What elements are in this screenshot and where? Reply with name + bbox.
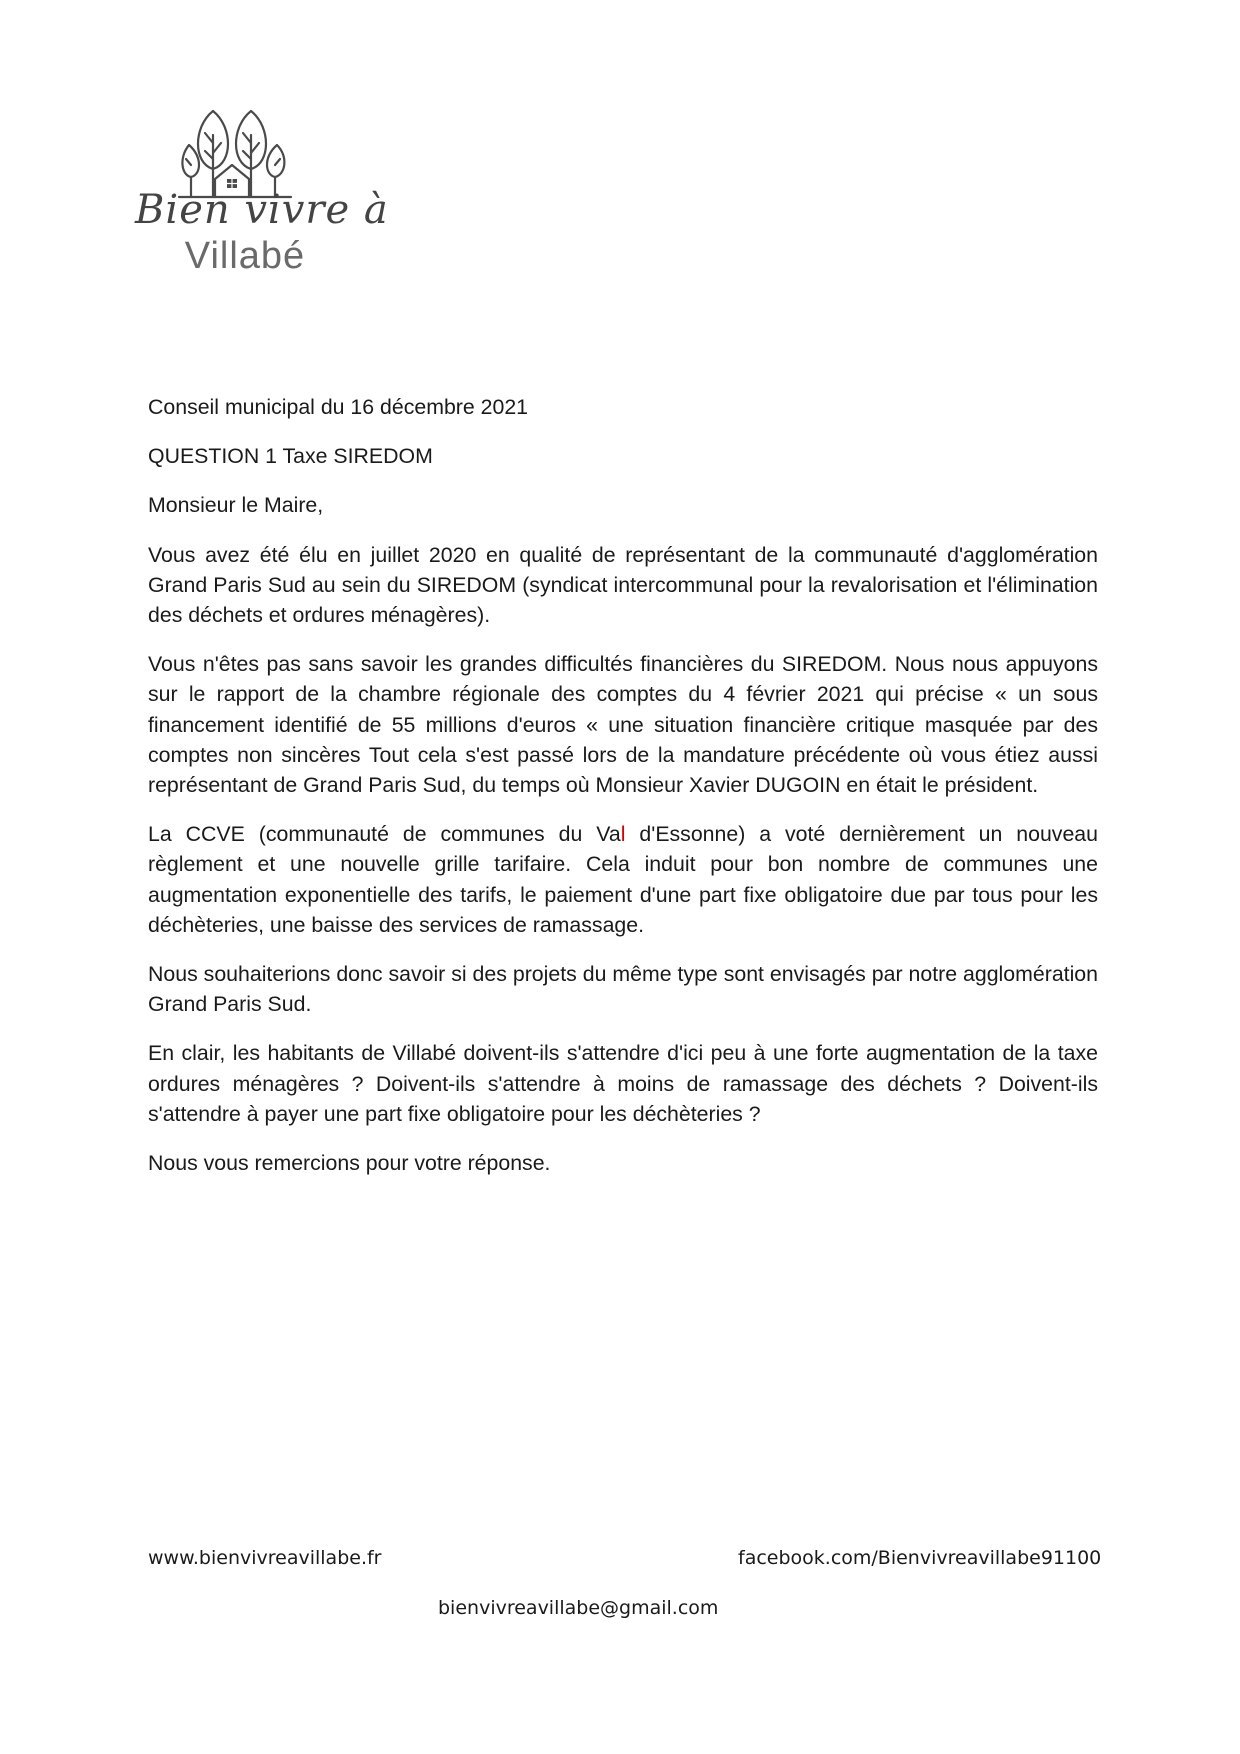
paragraph-5: En clair, les habitants de Villabé doivent-ils s'attendre d'ici peu à une forte augmentation de la taxe ordures ménagères ? Doivent-ils s'attendre à moins de ramassage des déchets ? Doivent-ils s'attendre à payer une part fixe obligatoire pour les déchèteries ? xyxy=(148,1041,1098,1126)
footer-website[interactable]: www.bienvivreavillabe.fr xyxy=(148,1547,382,1569)
paragraph-2: Vous n'êtes pas sans savoir les grandes difficultés financières du SIREDOM. Nous nous appuyons sur le rapport de la chambre régionale des comptes du 4 février 2021 qui précise « un sous financement identifié de 55 millions d'euros « une situation financière critique masquée par des comptes non sincères Tout cela s'est passé lors de la mandature précédente où vous étiez aussi représentant de Grand Paris Sud, du temps où Monsieur Xavier DUGOIN en était le président. xyxy=(148,652,1098,798)
logo xyxy=(135,105,389,290)
paragraph-3-end: d'Essonne) a voté dernièrement un nouveau règlement et une nouvelle grille tarifaire. Cela induit pour bon nombre de communes une augmentation exponentielle des tarifs, le paiement d'une part fixe obligatoire due par tous pour les déchèteries, une baisse des services de ramassage. xyxy=(148,822,1098,937)
logo-tagline: Bien vivre à xyxy=(135,187,389,233)
paragraph-3 xyxy=(148,819,1098,940)
footer-email[interactable]: bienvivreavillabe@gmail.com xyxy=(438,1597,719,1619)
letter-body xyxy=(148,392,1098,1197)
footer-facebook[interactable]: facebook.com/Bienvivreavillabe91100 xyxy=(738,1547,1102,1569)
question-title: QUESTION 1 Taxe SIREDOM xyxy=(148,444,433,469)
paragraph-3-start: La CCVE (communauté de communes du Va xyxy=(148,822,621,847)
paragraph-3-red-letter: l xyxy=(620,822,626,847)
closing: Nous vous remercions pour votre réponse. xyxy=(148,1151,551,1176)
salutation: Monsieur le Maire, xyxy=(148,493,324,518)
meeting-title: Conseil municipal du 16 décembre 2021 xyxy=(148,395,529,419)
paragraph-4: Nous souhaiterions donc savoir si des projets du même type sont envisagés par notre agglomération Grand Paris Sud. xyxy=(148,962,1098,1017)
logo-name: Villabé xyxy=(184,235,306,277)
paragraph-1: Vous avez été élu en juillet 2020 en qualité de représentant de la communauté d'agglomération Grand Paris Sud au sein du SIREDOM (syndicat intercommunal pour la revalorisation et l'élimination des déchets et ordures ménagères). xyxy=(148,542,1098,628)
